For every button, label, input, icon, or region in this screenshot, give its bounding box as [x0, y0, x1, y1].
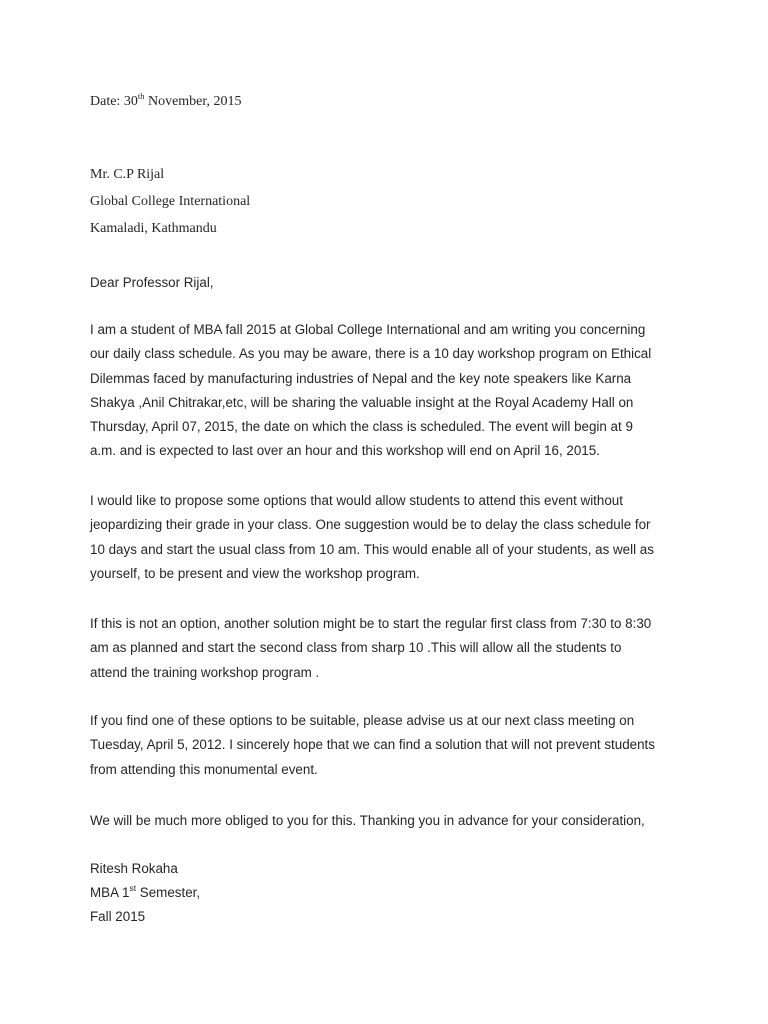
paragraph-line: Dilemmas faced by manufacturing industries of Nepal and the key note speakers like Karna: [90, 370, 632, 386]
paragraph-line: am as planned and start the second class from sharp 10 .This will allow all the students to: [90, 640, 622, 656]
paragraph-4: [90, 709, 655, 782]
paragraph-3: [90, 612, 651, 685]
semester-ordinal: st: [129, 883, 137, 893]
paragraph-line: Thursday, April 07, 2015, the date on which the class is scheduled. The event will begin at 9: [90, 419, 633, 435]
paragraph-line: I would like to propose some options that would allow students to attend this event without: [90, 493, 623, 508]
paragraph-1: [90, 318, 651, 464]
signature-semester: [90, 883, 201, 900]
paragraph-line: I am a student of MBA fall 2015 at Global College International and am writing you concerning: [90, 322, 646, 337]
paragraph-line: from attending this monumental event.: [90, 761, 318, 777]
paragraph-2: [90, 489, 654, 586]
closing-line: We will be much more obliged to you for this. Thanking you in advance for your consideration,: [90, 813, 645, 828]
paragraph-line: yourself, to be present and view the workshop program.: [90, 565, 420, 581]
date-rest: November, 2015: [144, 94, 242, 109]
recipient-address: Kamaladi, Kathmandu: [90, 221, 217, 236]
salutation: Dear Professor Rijal,: [90, 275, 214, 290]
signature-name: Ritesh Rokaha: [90, 861, 178, 876]
paragraph-line: attend the training workshop program .: [90, 664, 320, 680]
recipient-name: Mr. C.P Rijal: [90, 167, 165, 182]
signature-term: Fall 2015: [90, 909, 146, 924]
date-ordinal: th: [137, 91, 145, 101]
date-prefix: Date: 30: [90, 94, 138, 109]
recipient-organization: Global College International: [90, 194, 251, 209]
paragraph-line: 10 days and start the usual class from 10 am. This would enable all of your students, as well as: [90, 541, 654, 557]
paragraph-line: If you find one of these options to be suitable, please advise us at our next class meeting on: [90, 713, 635, 728]
paragraph-line: If this is not an option, another solution might be to start the regular first class from 7:30 to 8:30: [90, 616, 652, 631]
paragraph-line: our daily class schedule. As you may be aware, there is a 10 day workshop program on Ethical: [90, 346, 652, 362]
paragraph-line: Tuesday, April 5, 2012. I sincerely hope that we can find a solution that will not prevent students: [90, 737, 655, 753]
semester-rest: Semester,: [136, 885, 201, 900]
paragraph-line: Shakya ,Anil Chitrakar,etc, will be sharing the valuable insight at the Royal Academy Hall on: [90, 394, 634, 410]
paragraph-line: jeopardizing their grade in your class. One suggestion would be to delay the class schedule for: [90, 517, 651, 533]
semester-prefix: MBA 1: [90, 885, 130, 900]
letter-date: [90, 91, 242, 109]
paragraph-line: a.m. and is expected to last over an hour and this workshop will end on April 16, 2015.: [90, 443, 600, 459]
